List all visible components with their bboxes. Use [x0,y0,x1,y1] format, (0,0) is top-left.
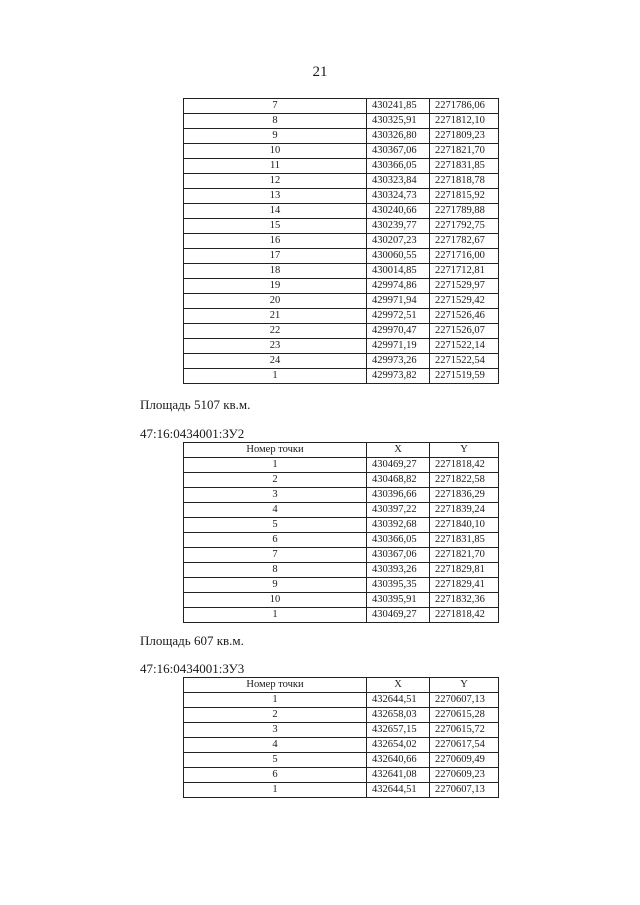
y-coordinate-cell: 2271809,23 [430,129,499,144]
y-coordinate-cell: 2271529,97 [430,279,499,294]
point-number-cell: 1 [184,458,367,473]
table-row [184,324,499,339]
x-coordinate-cell: 430396,66 [367,488,430,503]
point-number-cell: 7 [184,548,367,563]
plot-cadastral-id: 47:16:0434001:ЗУ2 [140,426,245,441]
y-coordinate-cell: 2271818,78 [430,174,499,189]
point-number-cell: 14 [184,204,367,219]
y-coordinate-cell: 2271526,07 [430,324,499,339]
x-coordinate-cell: 430326,80 [367,129,430,144]
column-header-point-number: Номер точки [184,678,367,693]
table-row [184,234,499,249]
x-coordinate-cell: 429971,19 [367,339,430,354]
x-coordinate-cell: 429970,47 [367,324,430,339]
table-row [184,608,499,623]
x-coordinate-cell: 432657,15 [367,723,430,738]
y-coordinate-cell: 2271839,24 [430,503,499,518]
area-text: Площадь 5107 кв.м. [140,397,251,412]
x-coordinate-cell: 430395,91 [367,593,430,608]
point-number-cell: 24 [184,354,367,369]
x-coordinate-cell: 432644,51 [367,693,430,708]
y-coordinate-cell: 2271522,14 [430,339,499,354]
point-number-cell: 5 [184,753,367,768]
y-coordinate-cell: 2271832,36 [430,593,499,608]
point-number-cell: 20 [184,294,367,309]
table-header-row [184,678,499,693]
x-coordinate-cell: 430397,22 [367,503,430,518]
point-number-cell: 11 [184,159,367,174]
x-coordinate-cell: 430393,26 [367,563,430,578]
column-header-x: X [367,443,430,458]
y-coordinate-cell: 2271812,10 [430,114,499,129]
x-coordinate-cell: 429974,86 [367,279,430,294]
y-coordinate-cell: 2270609,49 [430,753,499,768]
point-number-cell: 15 [184,219,367,234]
table-row [184,768,499,783]
point-number-cell: 4 [184,503,367,518]
point-number-cell: 16 [184,234,367,249]
y-coordinate-cell: 2271829,81 [430,563,499,578]
coordinates-table-1 [183,98,499,384]
x-coordinate-cell: 430207,23 [367,234,430,249]
x-coordinate-cell: 429971,94 [367,294,430,309]
point-number-cell: 1 [184,693,367,708]
point-number-cell: 2 [184,473,367,488]
plot-cadastral-id: 47:16:0434001:ЗУ3 [140,661,245,676]
table-row [184,114,499,129]
y-coordinate-cell: 2270615,72 [430,723,499,738]
x-coordinate-cell: 430366,05 [367,533,430,548]
table-row [184,129,499,144]
x-coordinate-cell: 430367,06 [367,144,430,159]
y-coordinate-cell: 2271519,59 [430,369,499,384]
table-row [184,264,499,279]
y-coordinate-cell: 2271818,42 [430,458,499,473]
coordinates-table-body [184,458,499,623]
point-number-cell: 8 [184,114,367,129]
point-number-cell: 7 [184,99,367,114]
x-coordinate-cell: 430392,68 [367,518,430,533]
table-row [184,369,499,384]
table-row [184,563,499,578]
point-number-cell: 1 [184,608,367,623]
column-header-x: X [367,678,430,693]
table-row [184,503,499,518]
coordinates-table-2 [183,442,499,623]
area-text: Площадь 607 кв.м. [140,633,244,648]
x-coordinate-cell: 429972,51 [367,309,430,324]
point-number-cell: 23 [184,339,367,354]
y-coordinate-cell: 2271818,42 [430,608,499,623]
point-number-cell: 19 [184,279,367,294]
page-number: 21 [312,64,328,80]
table-row [184,458,499,473]
point-number-cell: 17 [184,249,367,264]
point-number-cell: 13 [184,189,367,204]
table-row [184,753,499,768]
x-coordinate-cell: 430325,91 [367,114,430,129]
y-coordinate-cell: 2270607,13 [430,783,499,798]
x-coordinate-cell: 432641,08 [367,768,430,783]
x-coordinate-cell: 432654,02 [367,738,430,753]
y-coordinate-cell: 2270609,23 [430,768,499,783]
y-coordinate-cell: 2271821,70 [430,548,499,563]
y-coordinate-cell: 2271526,46 [430,309,499,324]
y-coordinate-cell: 2271782,67 [430,234,499,249]
point-number-cell: 10 [184,144,367,159]
x-coordinate-cell: 430241,85 [367,99,430,114]
y-coordinate-cell: 2271821,70 [430,144,499,159]
x-coordinate-cell: 429973,82 [367,369,430,384]
x-coordinate-cell: 430395,35 [367,578,430,593]
x-coordinate-cell: 430468,82 [367,473,430,488]
y-coordinate-cell: 2271792,75 [430,219,499,234]
table-row [184,533,499,548]
table-row [184,189,499,204]
table-row [184,593,499,608]
x-coordinate-cell: 430469,27 [367,458,430,473]
y-coordinate-cell: 2270615,28 [430,708,499,723]
table-header-row [184,443,499,458]
y-coordinate-cell: 2271840,10 [430,518,499,533]
table-row [184,219,499,234]
point-number-cell: 4 [184,738,367,753]
table-row [184,309,499,324]
x-coordinate-cell: 430323,84 [367,174,430,189]
table-row [184,693,499,708]
coordinates-table-3 [183,677,499,798]
x-coordinate-cell: 430324,73 [367,189,430,204]
point-number-cell: 1 [184,369,367,384]
x-coordinate-cell: 432658,03 [367,708,430,723]
table-row [184,723,499,738]
y-coordinate-cell: 2271829,41 [430,578,499,593]
point-number-cell: 21 [184,309,367,324]
y-coordinate-cell: 2271786,06 [430,99,499,114]
table-row [184,294,499,309]
table-row [184,339,499,354]
table-row [184,144,499,159]
point-number-cell: 12 [184,174,367,189]
point-number-cell: 22 [184,324,367,339]
x-coordinate-cell: 430240,66 [367,204,430,219]
x-coordinate-cell: 430014,85 [367,264,430,279]
table-row [184,279,499,294]
table-row [184,174,499,189]
table-row [184,783,499,798]
y-coordinate-cell: 2271529,42 [430,294,499,309]
x-coordinate-cell: 430366,05 [367,159,430,174]
y-coordinate-cell: 2270617,54 [430,738,499,753]
y-coordinate-cell: 2271836,29 [430,488,499,503]
point-number-cell: 8 [184,563,367,578]
y-coordinate-cell: 2270607,13 [430,693,499,708]
y-coordinate-cell: 2271822,58 [430,473,499,488]
point-number-cell: 5 [184,518,367,533]
point-number-cell: 9 [184,129,367,144]
column-header-y: Y [430,443,499,458]
point-number-cell: 2 [184,708,367,723]
x-coordinate-cell: 430367,06 [367,548,430,563]
point-number-cell: 9 [184,578,367,593]
x-coordinate-cell: 430239,77 [367,219,430,234]
column-header-point-number: Номер точки [184,443,367,458]
x-coordinate-cell: 432640,66 [367,753,430,768]
point-number-cell: 3 [184,488,367,503]
coordinates-table-body [184,99,499,384]
table-row [184,488,499,503]
y-coordinate-cell: 2271789,88 [430,204,499,219]
y-coordinate-cell: 2271712,81 [430,264,499,279]
y-coordinate-cell: 2271522,54 [430,354,499,369]
table-row [184,548,499,563]
y-coordinate-cell: 2271831,85 [430,533,499,548]
table-row [184,204,499,219]
y-coordinate-cell: 2271815,92 [430,189,499,204]
table-row [184,473,499,488]
point-number-cell: 1 [184,783,367,798]
point-number-cell: 10 [184,593,367,608]
table-row [184,738,499,753]
coordinates-table-body [184,693,499,798]
y-coordinate-cell: 2271831,85 [430,159,499,174]
table-row [184,99,499,114]
y-coordinate-cell: 2271716,00 [430,249,499,264]
column-header-y: Y [430,678,499,693]
table-row [184,249,499,264]
point-number-cell: 18 [184,264,367,279]
point-number-cell: 3 [184,723,367,738]
table-row [184,159,499,174]
table-row [184,708,499,723]
x-coordinate-cell: 432644,51 [367,783,430,798]
x-coordinate-cell: 430469,27 [367,608,430,623]
point-number-cell: 6 [184,533,367,548]
x-coordinate-cell: 430060,55 [367,249,430,264]
table-row [184,354,499,369]
table-row [184,518,499,533]
point-number-cell: 6 [184,768,367,783]
table-row [184,578,499,593]
x-coordinate-cell: 429973,26 [367,354,430,369]
